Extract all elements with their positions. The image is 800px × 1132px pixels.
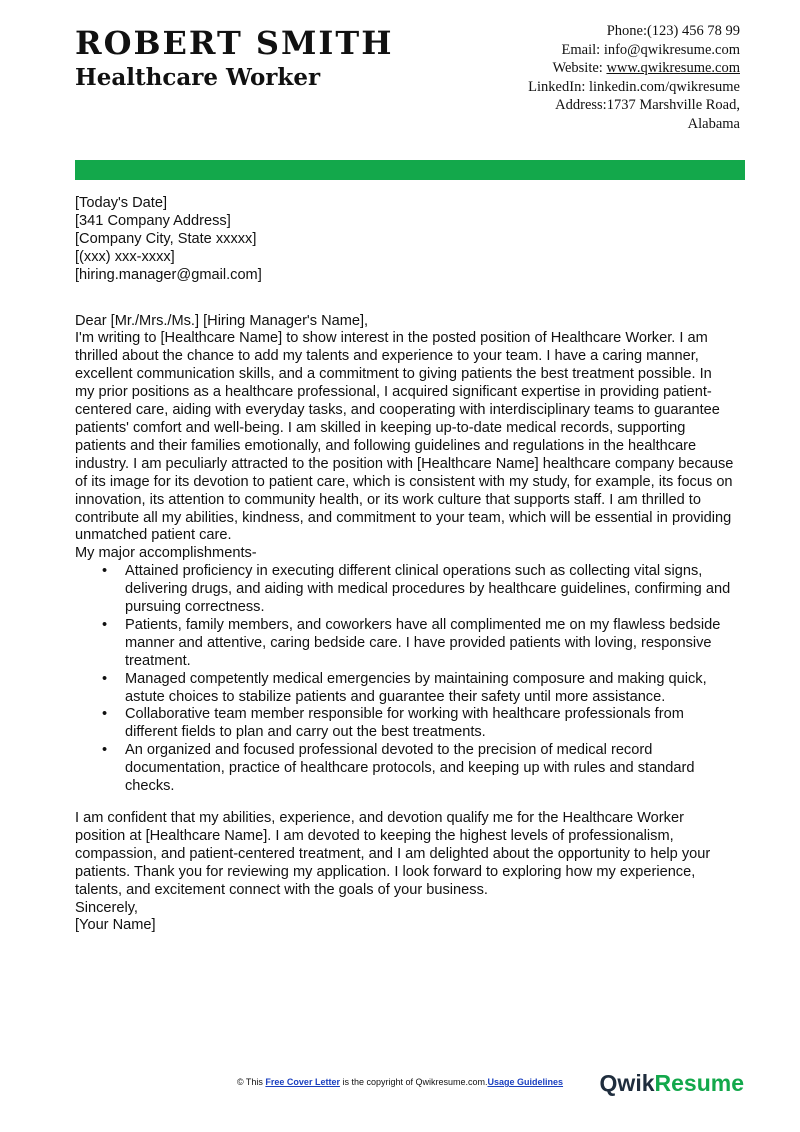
- job-title: Healthcare Worker: [75, 64, 321, 91]
- signoff: Sincerely,: [75, 899, 138, 916]
- salutation: Dear [Mr./Mrs./Ms.] [Hiring Manager's Name],: [75, 312, 369, 329]
- bullet-icon: •: [102, 616, 108, 633]
- recipient-address: [341 Company Address]: [75, 212, 231, 229]
- accomplishment-text: An organized and focused professional devoted to the precision of medical record documentation, practice of healthcare protocols, and keeping up with rules and standard checks.: [125, 742, 695, 795]
- bullet-icon: •: [102, 706, 108, 723]
- accomplishment-text: Managed competently medical emergencies by maintaining composure and making quick, astute choices to stabilize patients and guarantee their safety until more assistance.: [125, 670, 707, 705]
- candidate-name: ROBERT SMITH: [75, 24, 394, 62]
- list-item: [75, 742, 735, 796]
- contact-phone: Phone:(123) 456 78 99: [606, 23, 740, 39]
- qwikresume-logo[interactable]: [600, 1070, 744, 1097]
- recipient-phone: [(xxx) xxx-xxxx]: [75, 248, 175, 265]
- bullet-icon: •: [102, 670, 108, 687]
- intro-paragraph: I'm writing to [Healthcare Name] to show interest in the posted position of Healthcare Worker. I am thrilled about the chance to add my talents and experience to your team. I have a caring manner, excellent communication skills, and a commitment to giving patients the best treatment possible. In my prior positions as a healthcare professional, I acquired significant expertise in providing patient-centered care, aiding with everyday tasks, and cooperating with interdisciplinary teams to guarantee patients' comfort and well-being. I am skilled in keeping up-to-date medical records, supporting patients and their families emotionally, and following guidelines and regulations in the healthcare industry. I am peculiarly attracted to the position with [Healthcare Name] healthcare company because of its image for its devotion to patient care, which is consistent with my study, for example, its focus on innovation, its attention to community health, or its work culture that supports staff. I am thrilled to contribute all my abilities, kindness, and commitment to your team, which will be essential in providing unmatched patient care.: [75, 330, 734, 544]
- contact-website: [528, 59, 740, 78]
- signature: [Your Name]: [75, 917, 156, 934]
- accomplishment-text: Attained proficiency in executing different clinical operations such as collecting vital signs, delivering drugs, and aiding with medical procedures by healthcare guidelines, confirming and pursuing correctness.: [125, 563, 731, 616]
- accomplishments-heading: My major accomplishments-: [75, 545, 257, 562]
- usage-guidelines-link[interactable]: Usage Guidelines: [487, 1077, 564, 1087]
- logo-part-resume: Resume: [654, 1070, 744, 1096]
- footer-text-this: This: [243, 1077, 266, 1087]
- contact-address-line2: Alabama: [687, 115, 740, 132]
- list-item: [75, 706, 735, 742]
- contact-linkedin: LinkedIn: linkedin.com/qwikresume: [528, 78, 740, 95]
- footer-text-middle: is the copyright of Qwikresume.com.: [339, 1077, 488, 1087]
- list-item: [75, 671, 735, 707]
- contact-email: Email: info@qwikresume.com: [561, 41, 740, 58]
- recipient-city: [Company City, State xxxxx]: [75, 230, 257, 247]
- accomplishment-text: Collaborative team member responsible for working with healthcare professionals from different fields to plan and carry out the best treatments.: [125, 706, 684, 741]
- copyright-icon: ©: [236, 1077, 244, 1087]
- website-label: Website:: [552, 60, 607, 76]
- recipient-email: [hiring.manager@gmail.com]: [75, 266, 262, 283]
- free-cover-letter-link[interactable]: Free Cover Letter: [265, 1077, 340, 1087]
- bullet-icon: •: [102, 742, 108, 759]
- contact-block: [528, 22, 740, 133]
- accomplishment-text: Patients, family members, and coworkers have all complimented me on my flawless bedside manner and attentive, caring bedside care. I have provided patients with loving, responsive treatment.: [125, 616, 721, 669]
- accomplishments-list: [75, 563, 735, 796]
- website-link[interactable]: www.qwikresume.com: [606, 60, 740, 76]
- letter-date: [Today's Date]: [75, 195, 168, 211]
- list-item: [75, 617, 735, 671]
- bullet-icon: •: [102, 563, 108, 580]
- logo-part-qwik: Qwik: [599, 1070, 655, 1096]
- accent-divider: [75, 160, 745, 180]
- contact-address-line1: Address:1737 Marshville Road,: [555, 97, 740, 113]
- recipient-block: [75, 213, 735, 285]
- closing-paragraph: I am confident that my abilities, experience, and devotion qualify me for the Healthcare Worker position at [Healthcare Name]. I am devoted to keeping the highest levels of professionalism, compassion, and patient-centered treatment, and I am delighted about the opportunity to help your patients. Thank you for reviewing my application. I look forward to exploring how my experience, talents, and excitement connect with the goals of your business.: [75, 810, 711, 898]
- list-item: [75, 563, 735, 617]
- letter-body: [75, 195, 735, 935]
